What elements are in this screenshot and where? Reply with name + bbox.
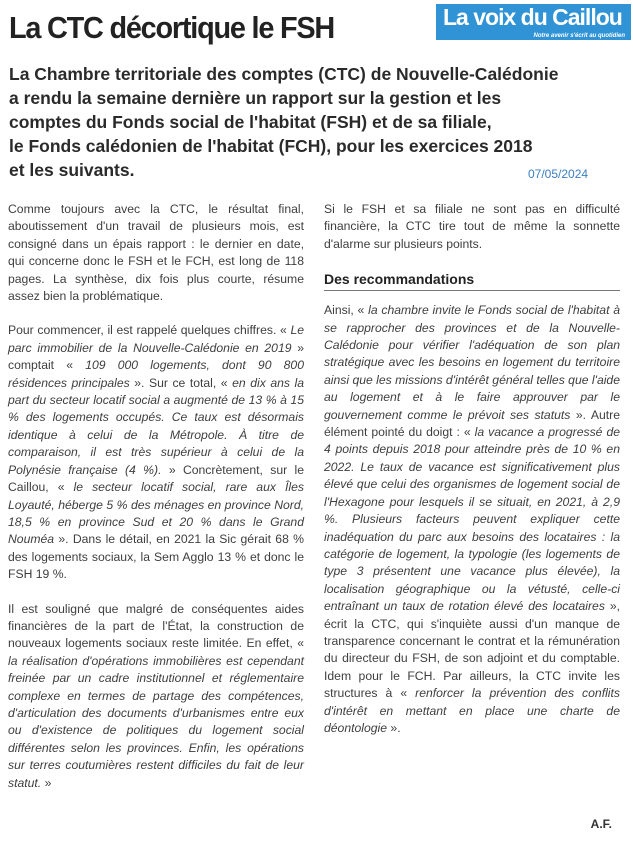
newspaper-logo	[436, 4, 631, 40]
lead-line: et les suivants.	[9, 160, 135, 180]
paragraph: Ainsi, « la chambre invite le Fonds social de l'habitat à se rapprocher des provinces et de la Nouvelle-Calédonie pour vérifier l'adéquation de son plan stratégique avec les besoins en logement du territoire ainsi que les missions d'intérêt général telles que l'aide au logement et à le faire approuver par le gouvernement comme le prévoit ses statuts ». Autre élément pointé du doigt : « la vacance a progressé de 4 points depuis 2018 pour atteindre près de 10 % en 2022. Le taux de vacance est significativement plus élevé que celui des organismes de logement social de l'Hexagone pour lesquels il se situait, en 2021, à 2,9 %. Plusieurs facteurs peuvent expliquer cette inadéquation du parc aux besoins des locataires : la catégorie de logement, la typologie (les logements de type 3 présentent une vacance plus élevée), la localisation géographique ou la vétusté, celle-ci entraînant un taux de rotation élevé des locataires », écrit la CTC, qui s'inquiète aussi d'un manque de transparence concernant le contrat et la rémunération du directeur du FSH, de son adjoint et du comptable. Idem pour le FCH. Par ailleurs, la CTC invite les structures à « renforcer la prévention des conflits d'intérêt en mettant en place une charte de déontologie ».	[324, 303, 621, 735]
quote: la chambre invite le Fonds social de l'habitat à se rapprocher des provinces et de la Nouvelle-Calédonie pour vérifier l'adéquation de son plan stratégique avec les besoins en logement du territoire ainsi que les missions d'intérêt général telles que l'aide au logement et à le faire approuver par le gouvernement comme le prévoit ses statuts	[324, 303, 621, 422]
quote: en dix ans la part du secteur locatif social a augmenté de 13 % à 15 % des logements occupés. Ce taux est désormais identique à celui de la Métropole. À titre de comparaison, il est très supérieur à celui de la Polynésie française (4 %).	[8, 375, 304, 477]
lead-line: le Fonds calédonien de l'habitat (FCH), pour les exercices 2018	[9, 136, 533, 156]
quote: la réalisation d'opérations immobilières est cependant freinée par un cadre institutionnel et réglementaire complexe en termes de partage des compétences, d'articulation des documents d'urbanismes entre eux ou d'existence de politiques du logement social différentes selon les provinces. Enfin, les opérations sur terres coutumières restent difficiles du fait de leur statut.	[8, 653, 304, 790]
quote: Le parc immobilier de la Nouvelle-Calédonie en 2019	[8, 323, 304, 355]
lead-line: a rendu la semaine dernière un rapport sur la gestion et les	[9, 88, 502, 108]
paragraph: Comme toujours avec la CTC, le résultat final, aboutissement d'un travail de plusieurs mois, est consigné dans un épais rapport : le dernier en date, qui concerne donc le FSH et le FCH, est long de 118 pages. La synthèse, dix fois plus courte, résume assez bien la problématique.	[8, 202, 304, 304]
lead-line: comptes du Fonds social de l'habitat (FSH) et de sa filiale,	[9, 112, 492, 132]
quote: la vacance a progressé de 4 points depuis 2018 pour atteindre près de 10 % en 2022. Le taux de vacance est significativement plus élevé que celui des organismes de logement social de l'Hexagone pour lesquels il se situait, en 2021, à 2,9 %. Plusieurs facteurs peuvent expliquer cette inadéquation du parc aux besoins des locataires : la catégorie de logement, la typologie (les logements de type 3 présentent une vacance plus élevée), la localisation géographique ou la vétusté, celle-ci entraînant un taux de rotation élevé des locataires	[324, 425, 620, 614]
logo-tagline: Notre avenir s'écrit au quotidien	[533, 33, 625, 39]
publication-date: 07/05/2024	[528, 167, 589, 181]
paragraph: Il est souligné que malgré de conséquentes aides financières de la part de l'État, la construction de nouveaux logements sociaux reste limitée. En effet, « la réalisation d'opérations immobilières est cependant freinée par un cadre institutionnel et réglementaire complexe en termes de partage des compétences, d'articulation des documents d'urbanismes entre eux ou d'existence de politiques du logement social différentes selon les provinces. Enfin, les opérations sur terres coutumières restent difficiles du fait de leur statut. »	[8, 601, 304, 790]
quote: 109 000 logements, dont 90 800 résidences principales	[8, 358, 304, 390]
article-column-right	[324, 201, 620, 737]
paragraph: Pour commencer, il est rappelé quelques chiffres. « Le parc immobilier de la Nouvelle-Calédonie en 2019 » comptait « 109 000 logements, dont 90 800 résidences principales ». Sur ce total, « en dix ans la part du secteur locatif social a augmenté de 13 % à 15 % des logements occupés. Ce taux est désormais identique à celui de la Métropole. À titre de comparaison, il est très supérieur à celui de la Polynésie française (4 %). » Concrètement, sur le Caillou, « le secteur locatif social, rare aux Îles Loyauté, héberge 5 % des ménages en province Nord, 18,5 % en province Sud et 20 % dans le Grand Nouméa ». Dans le détail, en 2021 la Sic gérait 68 % des logements sociaux, la Sem Agglo 13 % et donc le FSH 19 %.	[8, 323, 304, 582]
article-title: La CTC décortique le FSH	[9, 10, 335, 45]
paragraph: Si le FSH et sa filiale ne sont pas en difficulté financière, la CTC tire tout de même la sonnette d'alarme sur plusieurs points.	[324, 202, 620, 251]
article-column-left	[8, 201, 304, 792]
lead-line: La Chambre territoriale des comptes (CTC) de Nouvelle-Calédonie	[9, 64, 559, 84]
author-signature: A.F.	[590, 817, 612, 831]
section-subheading: Des recommandations	[324, 270, 620, 291]
quote: le secteur locatif social, rare aux Îles Loyauté, héberge 5 % des ménages en province Nord, 18,5 % en province Sud et 20 % dans le Grand Nouméa	[8, 480, 304, 547]
article-lead	[9, 62, 619, 182]
logo-text: La voix du Caillou	[443, 4, 622, 30]
quote: renforcer la prévention des conflits d'intérêt en mettant en place une charte de déontologie	[324, 686, 620, 735]
